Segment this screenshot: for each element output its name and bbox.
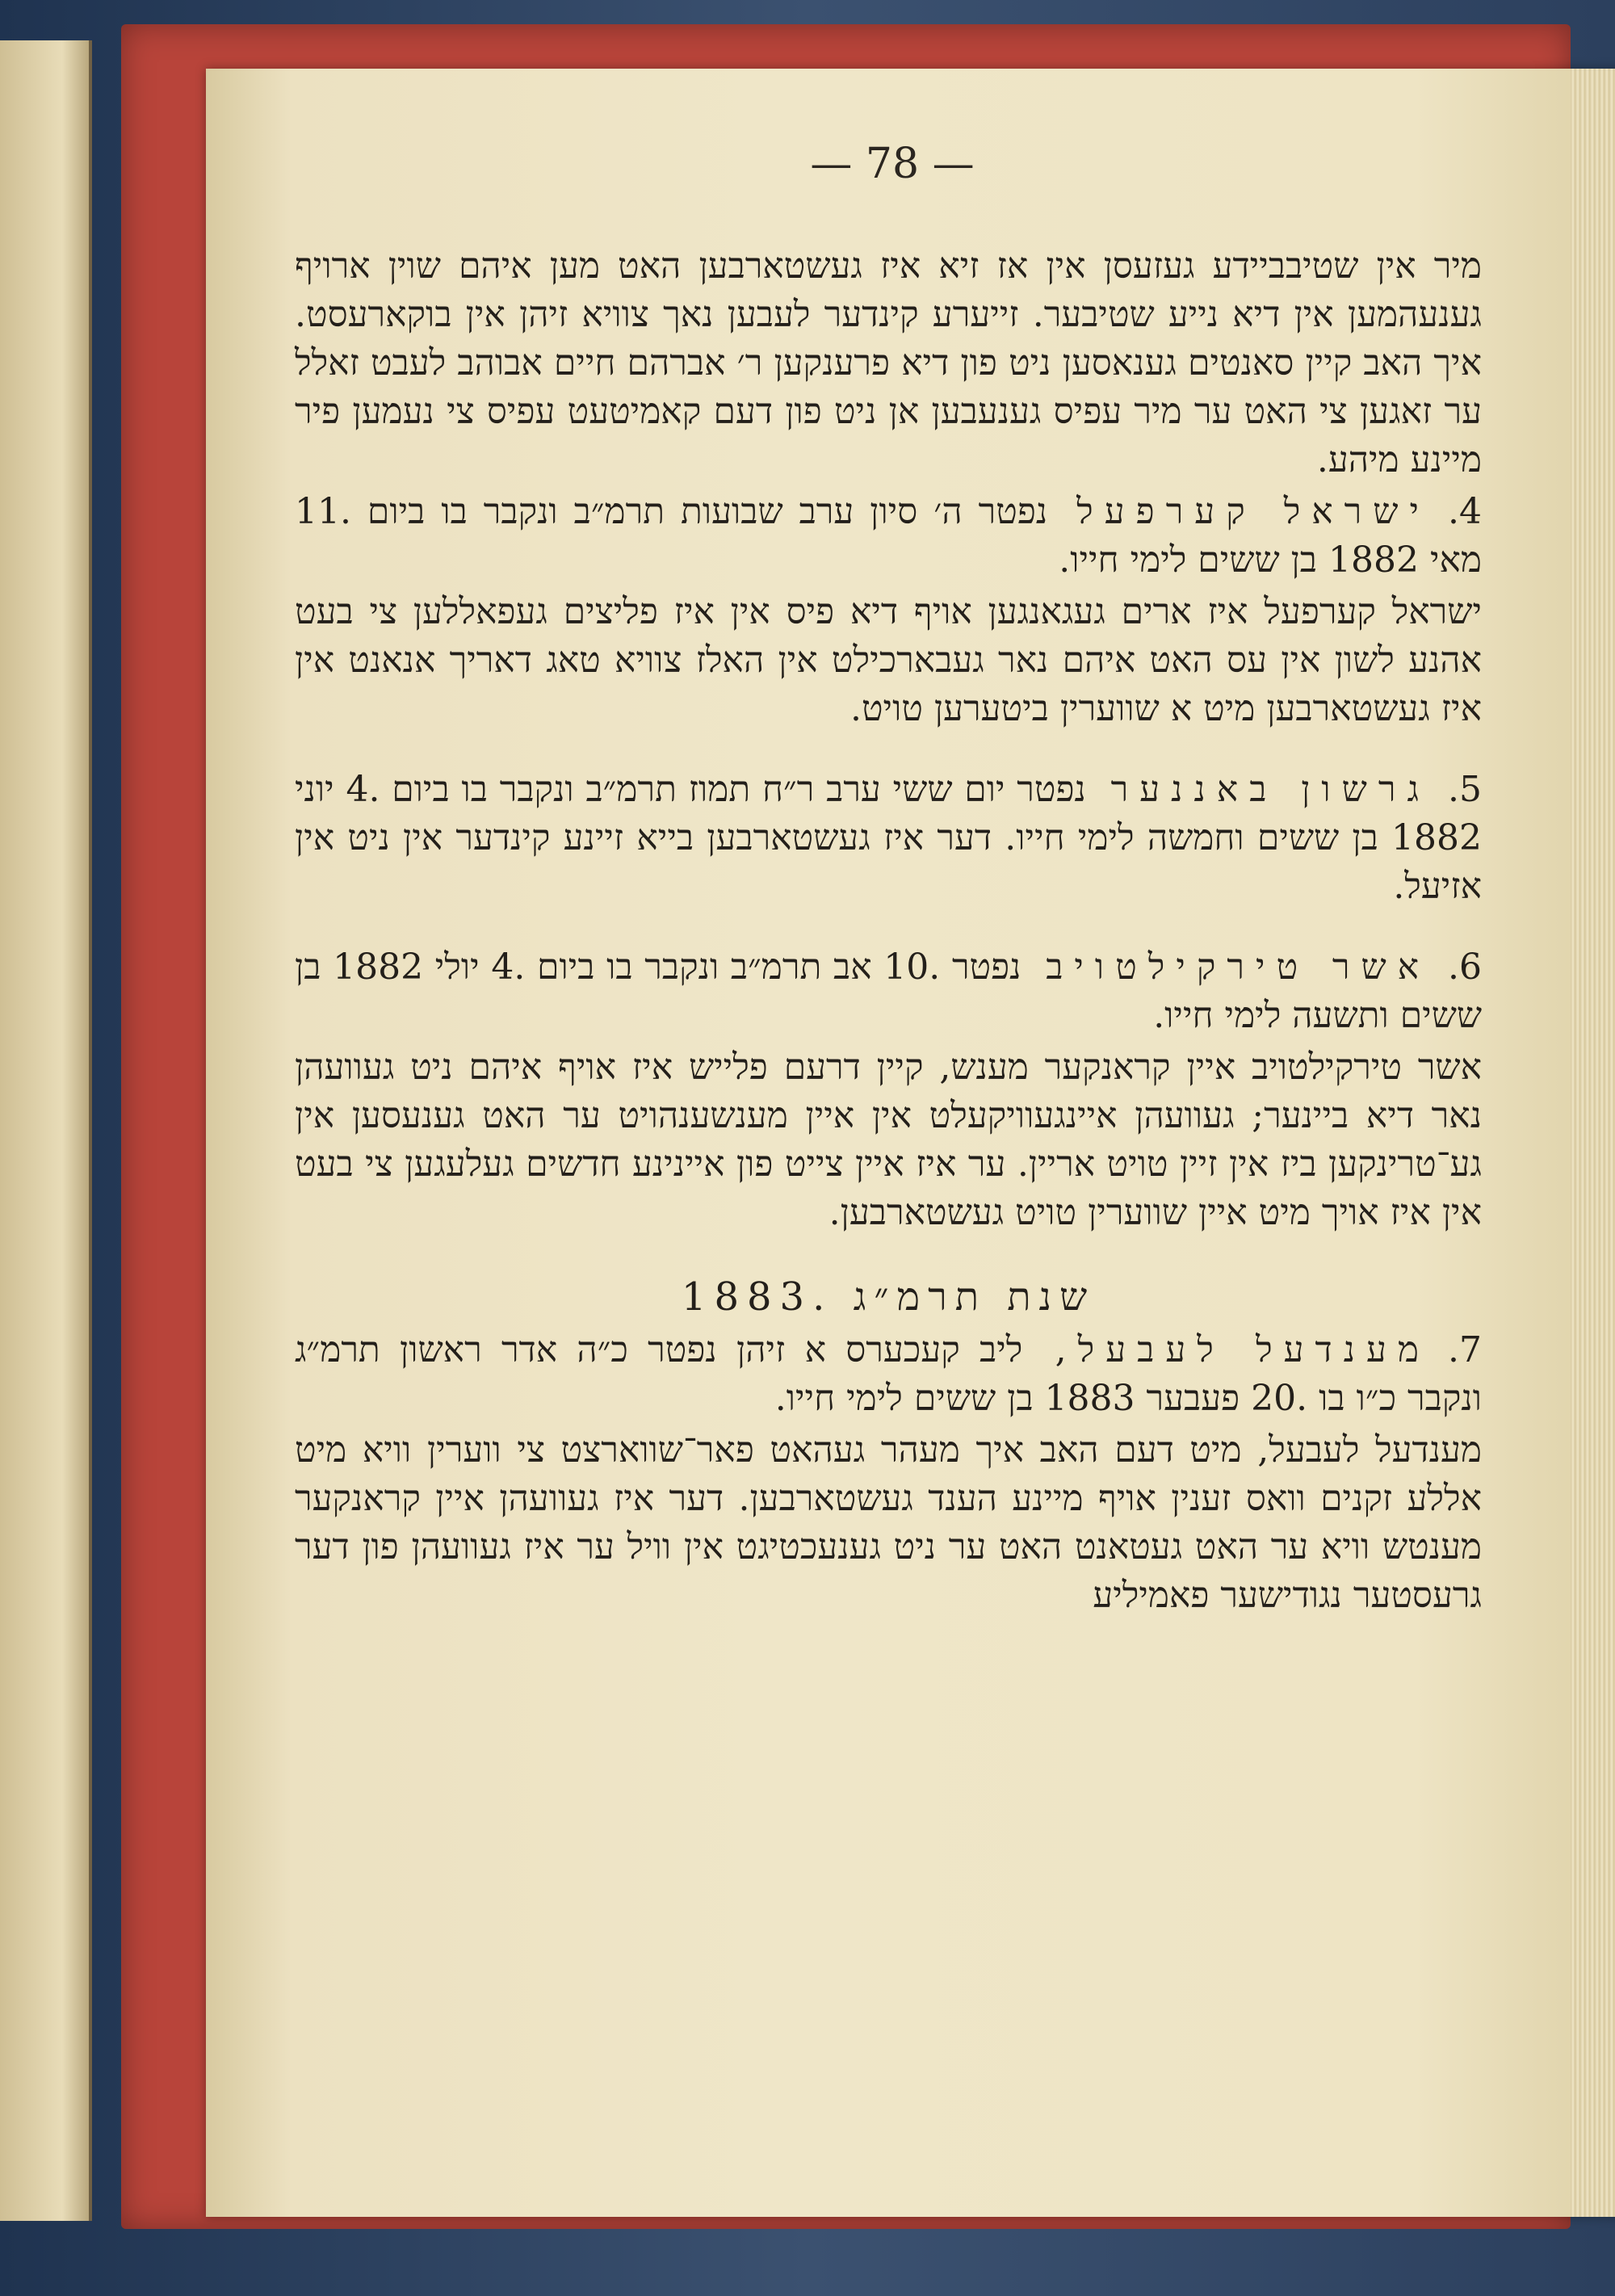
paragraph-intro: מיר אין שטיבביידע געזעסן אין אז זיא איז געשטארבען האט מען איהם שוין ארויף גענעהמען אין דיא נייע שטיבער. זייערע קינדער לעבען נאך צוויא זיהן אין בוקארעסט. איך האב קיין סאנטים גענאסען ניט פון דיא פרענקען ר׳ אברהם חיים אבוהב לעבט זאלל ער זאגען צי האט ער מיר עפיס גענעבען אן ניט פון דעם קאמיטעט עפיס צי נעמען פיר מיינע מיהע. xyxy=(295,246,1482,481)
page-number: — 78 — xyxy=(810,140,975,188)
entry-4-body: ישראל קערפעל איז ארים געגאנגען אויף דיא פיס אין איז פליצים געפאללען צי בעט אהנע לשון אין עס האט איהם נאר געבארכילט אין האלז צוויא טאג דאריך אנאנט אין איז געשטארבען מיט א שווערין ביטערען טויט. xyxy=(295,591,1482,729)
entry-details: ליב קעכערס א זיהן נפטר כ״ה אדר ראשון תרמ״ג ונקבר כ״ו בו .20 פעבער 1883 בן ששים לימי חייו. xyxy=(295,1329,1482,1419)
entry-details: נפטר .10 אב תרמ״ב ונקבר בו ביום .4 יולי 1882 בן ששים ותשעה לימי חייו. xyxy=(295,947,1482,1036)
page-text xyxy=(295,242,1482,1623)
entry-name: אשר טירקילטויב xyxy=(1046,947,1430,988)
entry-number: 6. xyxy=(1448,947,1482,988)
entry-name: מענדעל לעבעל, xyxy=(1055,1329,1430,1370)
entry-name: ישראל קערפעל xyxy=(1076,491,1430,532)
entry-number: 7. xyxy=(1448,1329,1482,1370)
entry-number: 4. xyxy=(1448,491,1482,532)
entry-7-body: מענדעל לעבעל, מיט דעם האב איך מעהר געהאט פאר־שווארצט צי ווערין וויא מיט אללע זקנים וואס זענין אויף מיינע הענד געשטארבען. דער איז געוועהן איין קראנקער מענטש וויא ער האט געטאנט האט ער ניט גענעכטיגט אין וויל ער איז געוועהן פון דער גרעסטער נגודישער פאמיליע xyxy=(295,1429,1482,1616)
year-heading: שנת תרמ״ג .1883 xyxy=(681,1274,1096,1320)
entry-4 xyxy=(295,488,1482,585)
entry-6-body: אשר טירקילטויב איין קראנקער מענש, קיין דרעם פלייש איז אויף איהם ניט געוועהן נאר דיא ביינער; געוועהן איינגעוויקעלט אין איין מענשענהויט ער האט גענעסען אין גע־טרינקען ביז אין זיין טויט אריין. ער איז איין צייט פון איינינע חדשים געלעגען צי בעט אין איז אויך מיט איין שווערין טויט געשטארבען. xyxy=(295,1047,1482,1233)
book-cover xyxy=(121,24,1571,2229)
entry-number: 5. xyxy=(1447,769,1482,810)
facing-page-edge xyxy=(0,40,92,2221)
entry-details: נפטר ה׳ סיון ערב שבועות תרמ״ב ונקבר בו ביום .11 מאי 1882 בן ששים לימי חייו. xyxy=(295,491,1482,581)
entry-6 xyxy=(295,943,1482,1040)
entry-name: גרשון באננער xyxy=(1110,769,1430,810)
entry-details: נפטר יום ששי ערב ר״ח תמוז תרמ״ב ונקבר בו ביום .4 יוני 1882 בן ששים וחמשה לימי חייו. דער איז געשטארבען בייא זיינע קינדער אין ניט אין אזיעל. xyxy=(295,769,1483,907)
entry-5 xyxy=(295,766,1482,911)
page-edges xyxy=(1571,69,1615,2217)
book-page xyxy=(206,69,1615,2217)
entry-7 xyxy=(295,1326,1482,1423)
